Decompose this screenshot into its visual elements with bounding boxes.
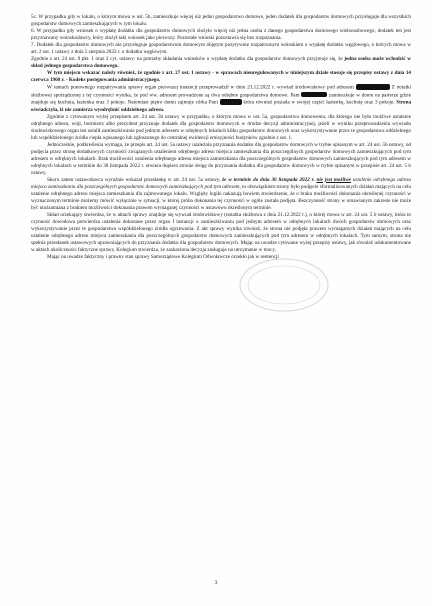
paragraph-5c: 5c. W przypadku gdy w lokalu, o którym mowa w ust. 5b, zamieszkuje więcej niż jedno gospodarstwo domowe, jeden dodatek dla gospodarstw domowych przysługuje dla wszystkich gospodarstw domowych zamieszkujących w tym lokalu. bbox=[31, 14, 411, 27]
paragraph-field-interview bbox=[31, 84, 411, 114]
paragraph-art24-5a: Jednocześnie, podkreślenia wymaga, że przepis art. 24 ust. 5a ustawy uzależnia przyznania dodatku dla gospodarstw domowych w trybie opisanym w art. 24 ust. 5b ustawy, od podjęcia przez stronę dodatkowych czynności związanych ustaleniem odrębnego adresu miejsca zamieszkania dla poszczególnych gospodarstw domowych zamieszkujących pod tym adresem w odrębnych lokalach. Brak możliwości ustalenia odrębnego adresu miejsca zamieszkania dla poszczególnych gospodarstw domowych zamieszkujących pod tym adresem w odrębnych lokalach w terminie do 30 listopada 2022 r. otwiera dopiero stronie drogę do przyznania dodatku dla gospodarstw domowych w trybie opisanym w przepisie art. 24 ust. 5 b ustawy. bbox=[31, 141, 411, 176]
legislator-text-1: Skoro zatem ustawodawca wyraźnie wskazał przesłankę w art. 24 ust. 5a ustawy, bbox=[47, 176, 223, 183]
redacted-address bbox=[356, 84, 390, 90]
paragraph-art24-5b: Zgodnie z cytowanym wyżej przepisem art. 24 ust. 5b ustawy w przypadku, o którym mowa w ust. 5a, gospodarstwu domowemu, dla którego nie było możliwe ustalenie odrębnego adresu, wójt, burmistrz albo prezydent przyznaje dodatek dla gospodarstw domowych w drodze decyzji administracyjnej, jeżeli w wyniku przeprowadzenia wywiadu środowiskowego organ ten ustalił zamieszkiwanie pod jednym adresem w odrębnych lokalach kilku gospodarstw domowych oraz wykorzystywanie przez te gospodarstwa oddzielnego lub współdzielonego źródła ciepła wpisanego lub zgłoszonego do centralnej ewidencji emisyjności budynków zgodnie z ust. 1. bbox=[31, 113, 411, 141]
field-interview-text-4: która również posiada w swojej części łazienkę, kuchnię oraz 3 pokoje. bbox=[241, 99, 397, 106]
legislator-bold-italic-underline: nie jest możliwe bbox=[316, 176, 352, 183]
field-interview-text-1: W ramach ponownego rozpatrywania sprawy organ pierwszej instancji przeprowadził w dniu 21.12.2022 r. wywiad środowiskowy pod adresem bbox=[47, 84, 356, 91]
legislator-bold-italic-1: że w terminie do dnia 30 listopada 2022 r. bbox=[222, 176, 317, 183]
paragraph-6: 6. W przypadku gdy wniosek o wypłatę dodatku dla gospodarstw domowych złożyło więcej niż jedna osoba z danego gospodarstwa domowego wieloosobowego, dodatek ten jest przyznawany wnioskodawcy, który złożył taki wniosek jako pierwszy. Pozostałe wnioski pozostawia się bez rozpoznania. bbox=[31, 28, 411, 41]
official-stamp-icon bbox=[236, 255, 332, 315]
field-interview-text-2: Z notatki służbowej sporządzonej z tej czynności wynika, że pod ww. adresem prowadzone są dwa odrębne gospodarstwa domowe. Pani bbox=[31, 84, 411, 98]
paragraph-household-definition bbox=[31, 56, 411, 70]
document-body bbox=[31, 14, 411, 261]
legislator-text-2: , to obowiązkiem strony było podjęcie sformalizowanych działań mających na celu ustalenie odrębnego adresu miejsca zamieszkania dla zajmowanego lokalu. Względy logiki nakazują bowiem stwierdzenie, że o braku możliwości dokonania określonej czynności w wyznaczonym terminie możemy mówić wyłącznie w sytuacji, w której próba dokonania tej czynności w ogóle została podjęta. Bezczynność strony w omawianym zakresie nie może być utożsamiana z brakiem możliwości dokonania prawem wymaganej czynności w ustawowo określonym terminie. bbox=[31, 183, 411, 211]
field-interview-bold: Strona oświadczyła, iż nie zamierza wyodrębnić oddzielnego adresu. bbox=[31, 99, 412, 113]
legislator-italic: ustalenie odrębnego adresu miejsca zamieszkania dla poszczególnych gospodarstw domowych zamieszkujących pod tym adresem bbox=[31, 176, 411, 190]
paragraph-kpa-reference: W tym miejscu wskazać należy również, że zgodnie z art. 27 ust. 1 ustawy - w sprawach nieuregulowanych w niniejszym dziale stosuje się przepisy ustawy z dnia 14 czerwca 1960 r. - Kodeks postępowania administracyjnego. bbox=[31, 70, 411, 83]
paragraph-7: 7. Dodatek dla gospodarstw domowych nie przysługuje gospodarstwom domowym objętym pozytywnie rozpatrzonym wnioskiem o wypłatę dodatku węglowego, o których mowa w art. 2 ust. 1 ustawy z dnia 5 sierpnia 2022 r. o dodatku węglowym. bbox=[31, 42, 411, 55]
page-number: 3 bbox=[214, 580, 218, 586]
paragraph-conclusion: Mając na uwadze faktyczny i prawny stan sprawy Samorządowe Kolegium Odwoławcze orzekło jak w sentencji bbox=[47, 253, 279, 260]
paragraph-household-definition-text: Zgodnie z art. 24 ust. 9 pkt. 1 oraz 2 cyt. ustawy: na potrzeby składania wniosków o wypłatę dodatku dla gospodarstw domowych przyjmuje się, że bbox=[31, 56, 345, 62]
paragraph-panel-finding: Skład orzekający stwierdza, że w aktach sprawy znajduje się wywiad środowiskowy (notatka służbowa z dnia 21.12.2022 r.), o której mowa w art. 24 ust. 5 b ustawy, która to czynność dowodowa potwierdza ustalenia dokonane przez organ I instancji o zamieszkiwaniu pod jednym adresem w odrębnych lokalach dwóch gospodarstw domowych oraz wykorzystywanie przez te gospodarstwa współdzielonego źródła ogrzewania. Z akt sprawy wynika również, że strona nie podjęła prawem wymaganych działań mających na celu ustalenie odrębnego adresu miejsca zamieszkania dla poszczególnych gospodarstw domowych zamieszkujących pod tym adresem w odrębnych lokalach. Tym samym, strona nie spełnia przesłanek ustawowych uprawniających do przyznania dodatku dla gospodarstw domowych. Mając na uwadze cytowane wyżej przepisy ustawy, jak również udokumentowane w aktach okoliczności faktyczne sprawy, Kolegium stwierdza, że zaskarżona decyzja zasługuje na utrzymanie w mocy. bbox=[31, 211, 411, 253]
redacted-name-2 bbox=[220, 99, 242, 105]
paragraph-household-definition-bold: jedna osoba może wchodzić w skład jednego gospodarstwa domowego. bbox=[31, 56, 411, 69]
redacted-name-1 bbox=[301, 92, 327, 98]
paragraph-legislator bbox=[31, 177, 411, 212]
field-interview-text-3: zamieszkuje w domu na parterze gdzie znajduje się kuchnia, łazienka oraz 3 pokoje. Natomiast piętro domu zajmuje córka Pani bbox=[31, 92, 411, 106]
